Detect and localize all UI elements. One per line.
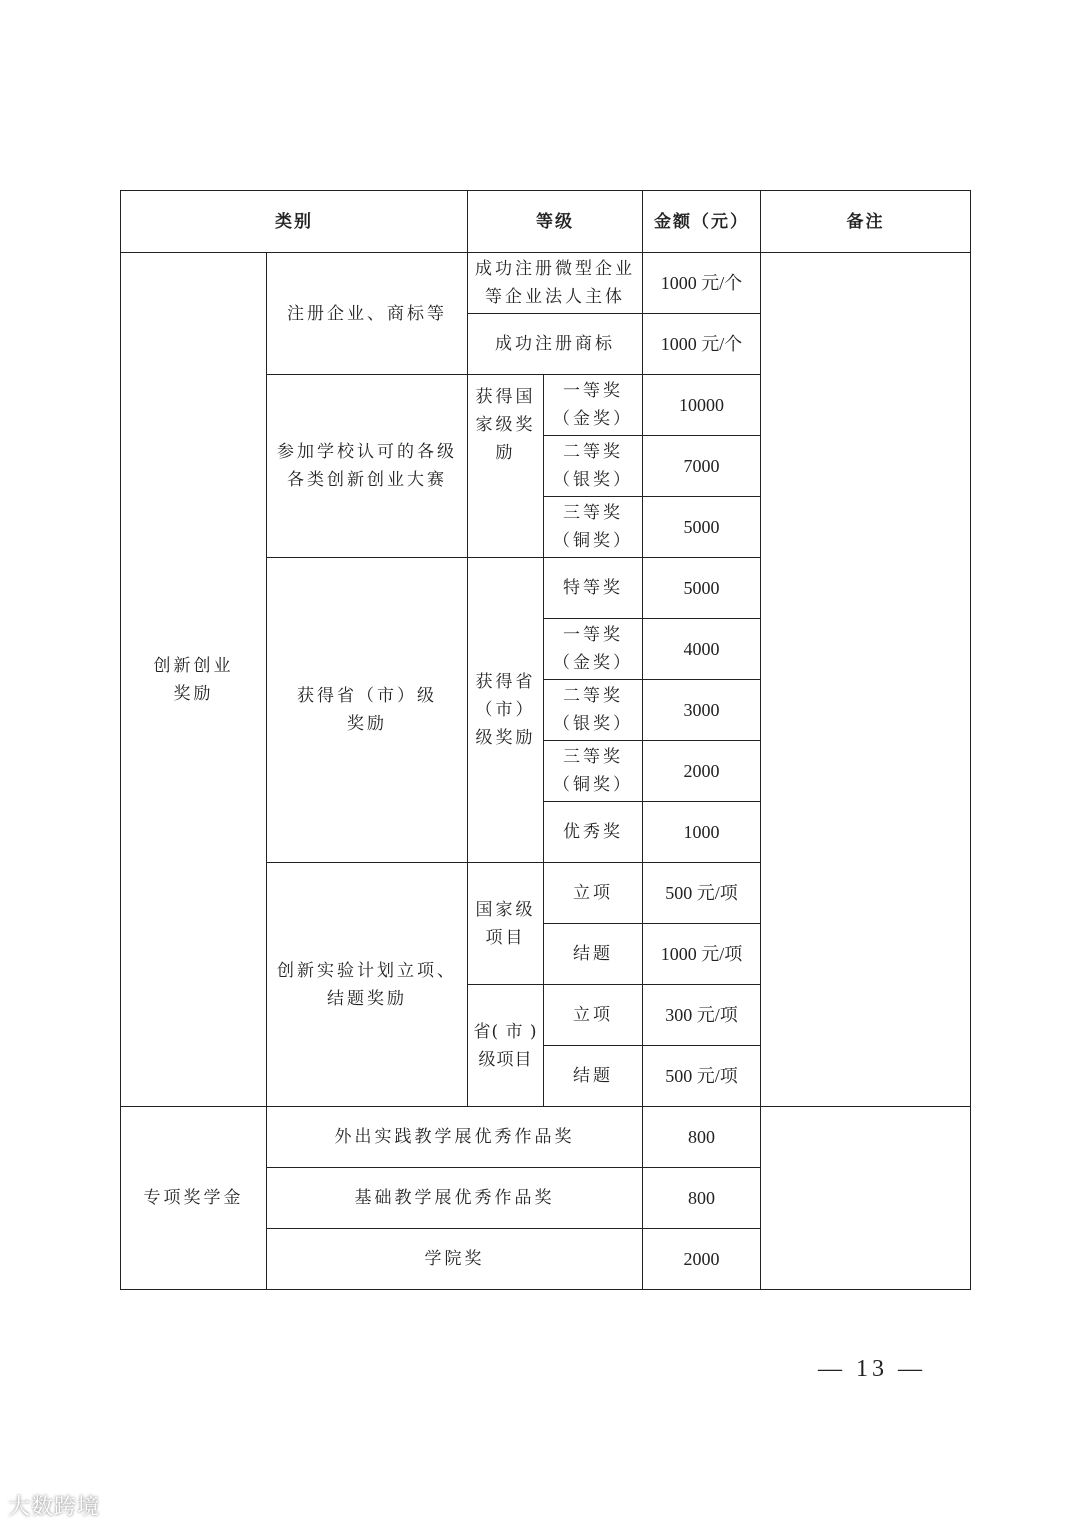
- level-cell: 一等奖 （金奖）: [544, 375, 643, 436]
- level-cell: 基础教学展优秀作品奖: [267, 1168, 643, 1229]
- level-cell: 结题: [544, 1046, 643, 1107]
- amount-cell: 4000: [643, 619, 761, 680]
- amount-cell: 1000 元/个: [643, 314, 761, 375]
- level-cell: 特等奖: [544, 558, 643, 619]
- amount-cell: 10000: [643, 375, 761, 436]
- level-cell: 一等奖 （金奖）: [544, 619, 643, 680]
- sublevel-provincial: 获得省 （市） 级奖励: [468, 558, 544, 863]
- subcategory-experiment: 创新实验计划立项、 结题奖励: [267, 863, 468, 1107]
- amount-cell: 500 元/项: [643, 1046, 761, 1107]
- remarks-cell: [761, 1107, 971, 1290]
- amount-cell: 1000 元/项: [643, 924, 761, 985]
- sublevel-provincial-project: 省( 市 ) 级项目: [468, 985, 544, 1107]
- watermark-logo: [8, 1490, 100, 1521]
- level-cell: 三等奖 （铜奖）: [544, 497, 643, 558]
- remarks-cell: [761, 253, 971, 1107]
- subcategory-company: 注册企业、商标等: [267, 253, 468, 375]
- award-table: [120, 190, 971, 1290]
- level-cell: 二等奖 （银奖）: [544, 680, 643, 741]
- level-cell: 立项: [544, 863, 643, 924]
- amount-cell: 3000: [643, 680, 761, 741]
- level-cell: 学院奖: [267, 1229, 643, 1290]
- amount-cell: 1000: [643, 802, 761, 863]
- watermark-text: 大数跨境: [8, 1495, 101, 1520]
- amount-cell: 2000: [643, 1229, 761, 1290]
- category-innovation: 创新创业 奖励: [121, 253, 267, 1107]
- level-cell: 优秀奖: [544, 802, 643, 863]
- amount-cell: 7000: [643, 436, 761, 497]
- subcategory-competition: 参加学校认可的各级 各类创新创业大赛: [267, 375, 468, 558]
- amount-cell: 1000 元/个: [643, 253, 761, 314]
- amount-cell: 800: [643, 1168, 761, 1229]
- amount-cell: 5000: [643, 558, 761, 619]
- level-cell: 外出实践教学展优秀作品奖: [267, 1107, 643, 1168]
- header-amount: 金额（元）: [643, 191, 761, 253]
- level-cell: 结题: [544, 924, 643, 985]
- level-cell: 成功注册商标: [468, 314, 643, 375]
- header-remarks: 备注: [761, 191, 971, 253]
- amount-cell: 2000: [643, 741, 761, 802]
- level-cell: 成功注册微型企业 等企业法人主体: [468, 253, 643, 314]
- category-special: 专项奖学金: [121, 1107, 267, 1290]
- page-number: — 13 —: [818, 1356, 926, 1382]
- header-category: 类别: [121, 191, 468, 253]
- header-level: 等级: [468, 191, 643, 253]
- sublevel-national: 获得国 家级奖 励: [468, 375, 544, 558]
- amount-cell: 300 元/项: [643, 985, 761, 1046]
- level-cell: 二等奖 （银奖）: [544, 436, 643, 497]
- subcategory-provincial: 获得省（市）级 奖励: [267, 558, 468, 863]
- level-cell: 立项: [544, 985, 643, 1046]
- amount-cell: 5000: [643, 497, 761, 558]
- level-cell: 三等奖 （铜奖）: [544, 741, 643, 802]
- amount-cell: 500 元/项: [643, 863, 761, 924]
- sublevel-national-project: 国家级 项目: [468, 863, 544, 985]
- amount-cell: 800: [643, 1107, 761, 1168]
